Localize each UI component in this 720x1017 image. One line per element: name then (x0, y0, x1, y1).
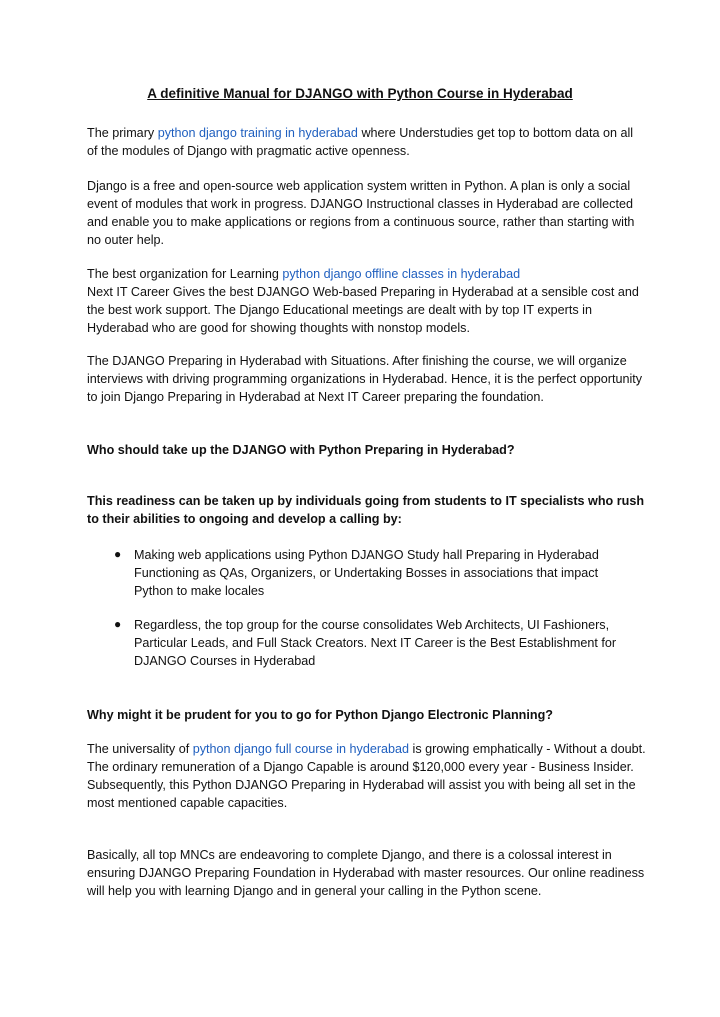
text-span: The ordinary remuneration of a Django Capable is around $120,000 every year - Business Insider. Subsequently, this Python DJANGO Preparing in Hyderabad will assist you with being all set in the most mentioned capable capacities. (87, 760, 636, 810)
bullet-icon: ● (114, 617, 122, 631)
text-span: The best organization for Learning (87, 267, 283, 281)
link-offline-classes[interactable]: python django offline classes in hyderabad (282, 267, 521, 281)
heading-readiness: This readiness can be taken up by individuals going from students to IT specialists who rush to their abilities to ongoing and develop a calling by: (87, 494, 645, 526)
list-item: Regardless, the top group for the course consolidates Web Architects, UI Fashioners, Particular Leads, and Full Stack Creators. Next IT Career is the Best Establishment for DJANGO Courses in Hyderabad (134, 618, 617, 668)
text-span: The primary (87, 126, 158, 140)
paragraph-intro (87, 124, 647, 160)
list-item: Making web applications using Python DJANGO Study hall Preparing in Hyderabad Functioning as QAs, Organizers, or Undertaking Bosses in associations that impact Python to make locales (134, 548, 599, 598)
bullet-icon: ● (114, 547, 122, 561)
paragraph-mncs: Basically, all top MNCs are endeavoring to complete Django, and there is a colossal interest in ensuring DJANGO Preparing Foundation in Hyderabad with master resources. Our online readiness will help you with learning Django and in general your calling in the Python scene. (87, 848, 645, 898)
link-full-course[interactable]: python django full course in hyderabad (192, 742, 410, 756)
heading-why-prudent: Why might it be prudent for you to go for Python Django Electronic Planning? (87, 708, 553, 722)
text-span: where Understudies get top to bottom data on all of the modules of Django with pragmatic active openness. (87, 126, 634, 158)
heading-who-should: Who should take up the DJANGO with Python Preparing in Hyderabad? (87, 443, 515, 457)
text-span: is growing emphatically - Without a doubt. (409, 742, 646, 756)
page-title: A definitive Manual for DJANGO with Python Course in Hyderabad (147, 86, 573, 101)
paragraph-best-organization (87, 265, 647, 337)
link-django-training[interactable]: python django training in hyderabad (157, 126, 358, 140)
paragraph-situations: The DJANGO Preparing in Hyderabad with Situations. After finishing the course, we will organize interviews with driving programming organizations in Hyderabad. Hence, it is the perfect opportunity to join Django Preparing in Hyderabad at Next IT Career preparing the foundation. (87, 354, 643, 404)
text-span: The universality of (87, 742, 193, 756)
paragraph-django-overview: Django is a free and open-source web application system written in Python. A plan is only a social event of modules that work in progress. DJANGO Instructional classes in Hyderabad are collected and enable you to make applications or regions from a continuous source, rather than starting with no outer help. (87, 179, 635, 247)
paragraph-universality (87, 740, 647, 812)
text-span: Next IT Career Gives the best DJANGO Web-based Preparing in Hyderabad at a sensible cost and the best work support. The Django Educational meetings are dealt with by top IT experts in Hyderabad who are good for showing thoughts with nonstop models. (87, 285, 639, 335)
